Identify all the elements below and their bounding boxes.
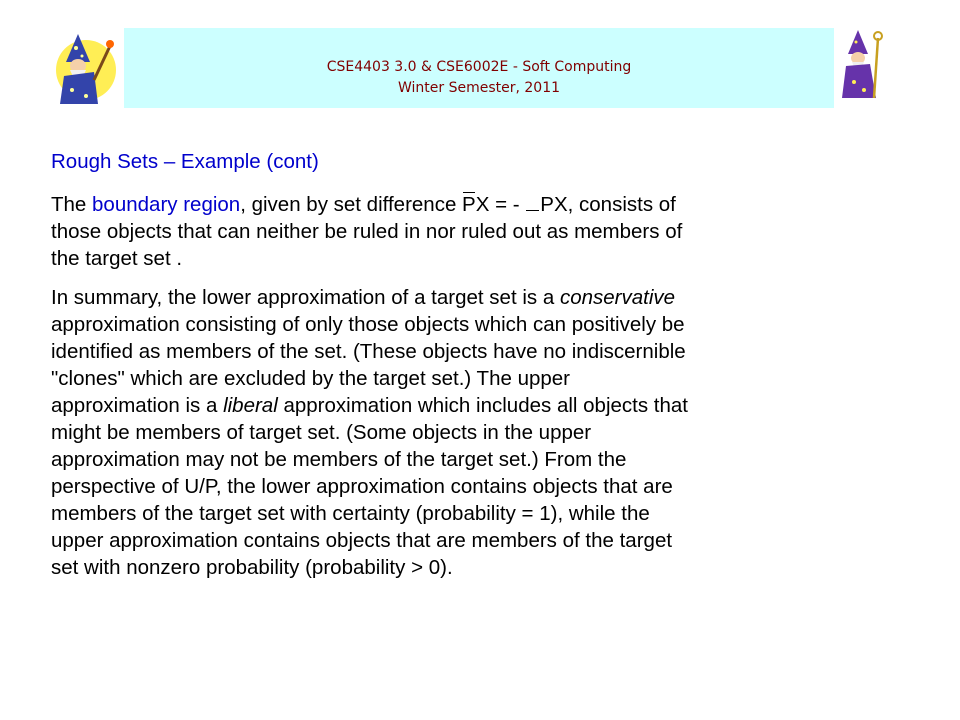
- text-run: The: [51, 193, 93, 216]
- header-banner: [124, 28, 834, 108]
- para2-line8: perspective of U/P, the lower approximation contains objects that are: [51, 475, 673, 498]
- para2-line10: upper approximation contains objects that are members of the target: [51, 529, 673, 552]
- semester-label: Winter Semester, 2011: [397, 80, 561, 96]
- para1-line1: [51, 191, 891, 218]
- para2-line9: members of the target set with certainty (probability = 1), while the: [51, 502, 650, 525]
- text-run: In summary, the lower approximation of a target set is a: [51, 286, 560, 309]
- text-run: approximation is a: [51, 394, 224, 417]
- slide-title: Rough Sets – Example (cont): [51, 150, 319, 173]
- text-run: approximation which includes all objects that: [277, 394, 688, 417]
- para2-line5: [51, 392, 891, 419]
- para2-line11: set with nonzero probability (probability > 0).: [51, 556, 453, 579]
- wizard-left-icon: [50, 28, 122, 108]
- slide-content: [51, 148, 891, 593]
- formula-text-2: PX, consists of: [540, 193, 676, 216]
- upper-approx-symbol: P: [462, 193, 476, 216]
- liberal-term: liberal: [223, 394, 278, 417]
- course-title: CSE4403 3.0 & CSE6002E - Soft Computing: [326, 59, 632, 75]
- para2-line4: "clones" which are excluded by the target set.) The upper: [51, 367, 570, 390]
- conservative-term: conservative: [559, 286, 676, 309]
- para2-line3: identified as members of the set. (These objects have no indiscernible: [51, 340, 686, 363]
- boundary-region-paragraph: [51, 191, 891, 272]
- para2-line2: approximation consisting of only those objects which can positively be: [51, 313, 685, 336]
- para2-line7: approximation may not be members of the target set.) From the: [51, 448, 627, 471]
- formula-text: X = -: [475, 193, 526, 216]
- text-run: , given by set difference: [240, 193, 463, 216]
- lower-approx-mark: [526, 196, 539, 211]
- para2-line1: [51, 284, 891, 311]
- para1-line3: the target set .: [51, 247, 183, 270]
- summary-paragraph: [51, 284, 891, 581]
- boundary-region-term: boundary region: [92, 193, 241, 216]
- para2-line6: might be members of target set. (Some objects in the upper: [51, 421, 592, 444]
- para1-line2: those objects that can neither be ruled in nor ruled out as members of: [51, 220, 683, 243]
- wizard-right-icon: [836, 28, 886, 100]
